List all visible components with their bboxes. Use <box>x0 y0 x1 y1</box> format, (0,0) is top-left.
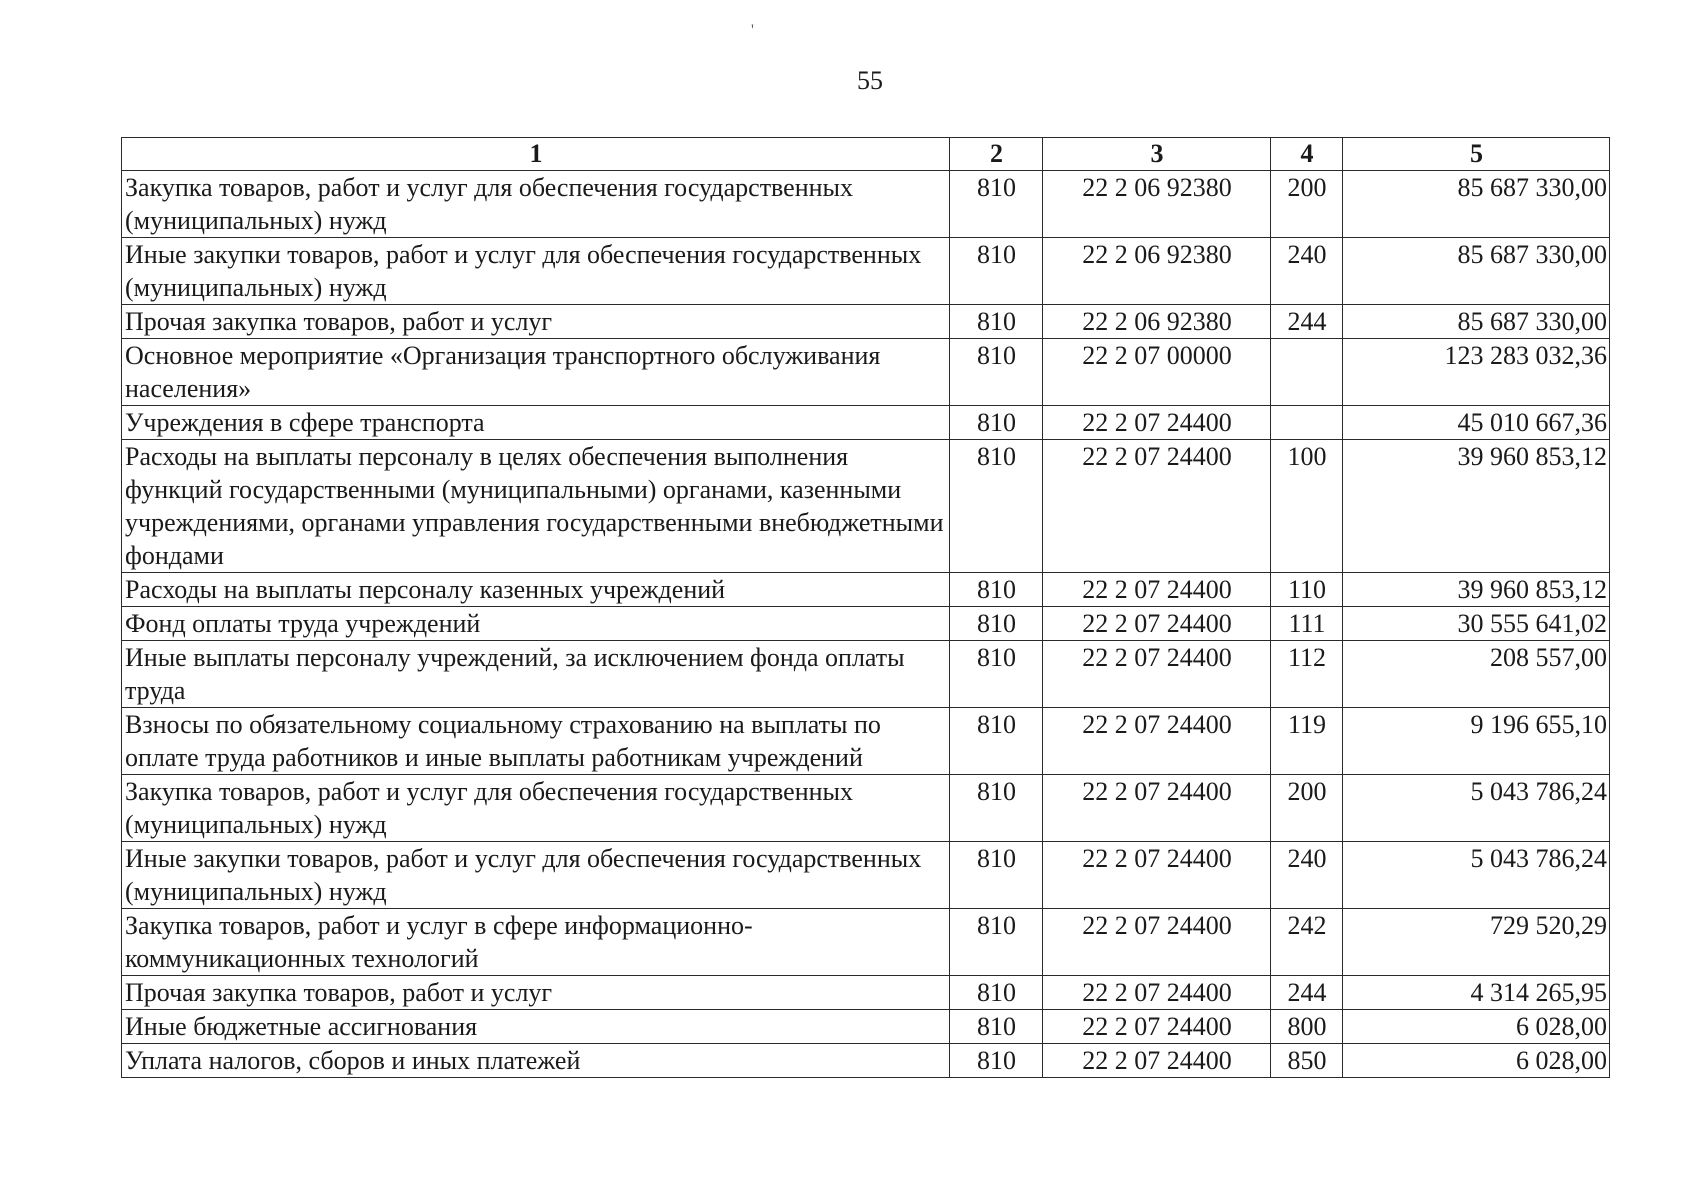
table-row <box>122 440 1610 573</box>
cell-name: Учреждения в сфере транспорта <box>122 406 950 440</box>
cell-expense-code: 242 <box>1271 909 1343 976</box>
cell-target-code: 22 2 06 92380 <box>1043 238 1271 305</box>
budget-table <box>121 137 1610 1078</box>
cell-name: Закупка товаров, работ и услуг для обеспечения государственных (муниципальных) нужд <box>122 171 950 238</box>
cell-expense-code: 100 <box>1271 440 1343 573</box>
cell-ministry-code: 810 <box>950 339 1043 406</box>
cell-amount: 4 314 265,95 <box>1343 976 1610 1010</box>
cell-name: Фонд оплаты труда учреждений <box>122 607 950 641</box>
cell-amount: 45 010 667,36 <box>1343 406 1610 440</box>
header-col-4: 4 <box>1271 138 1343 171</box>
cell-target-code: 22 2 07 24400 <box>1043 708 1271 775</box>
table-row <box>122 238 1610 305</box>
table-header-row <box>122 138 1610 171</box>
cell-target-code: 22 2 07 24400 <box>1043 573 1271 607</box>
cell-expense-code: 119 <box>1271 708 1343 775</box>
cell-name: Прочая закупка товаров, работ и услуг <box>122 305 950 339</box>
table-row <box>122 1010 1610 1044</box>
cell-ministry-code: 810 <box>950 641 1043 708</box>
cell-expense-code <box>1271 339 1343 406</box>
cell-name: Уплата налогов, сборов и иных платежей <box>122 1044 950 1078</box>
page-number: 55 <box>857 66 883 95</box>
cell-name: Иные бюджетные ассигнования <box>122 1010 950 1044</box>
cell-amount: 85 687 330,00 <box>1343 238 1610 305</box>
table-row <box>122 339 1610 406</box>
table-body <box>122 171 1610 1078</box>
cell-amount: 6 028,00 <box>1343 1044 1610 1078</box>
cell-target-code: 22 2 07 24400 <box>1043 909 1271 976</box>
cell-amount: 85 687 330,00 <box>1343 171 1610 238</box>
cell-name: Иные закупки товаров, работ и услуг для обеспечения государственных (муниципальных) нужд <box>122 238 950 305</box>
cell-expense-code: 112 <box>1271 641 1343 708</box>
cell-name: Расходы на выплаты персоналу в целях обеспечения выполнения функций государственными (муниципальными) органами, казенными учреждениями, органами управления государственными внебюджетными фондами <box>122 440 950 573</box>
cell-ministry-code: 810 <box>950 305 1043 339</box>
cell-amount: 85 687 330,00 <box>1343 305 1610 339</box>
cell-name: Иные закупки товаров, работ и услуг для обеспечения государственных (муниципальных) нужд <box>122 842 950 909</box>
cell-target-code: 22 2 07 24400 <box>1043 607 1271 641</box>
cell-amount: 5 043 786,24 <box>1343 775 1610 842</box>
cell-ministry-code: 810 <box>950 573 1043 607</box>
cell-expense-code: 244 <box>1271 976 1343 1010</box>
cell-ministry-code: 810 <box>950 976 1043 1010</box>
cell-expense-code: 240 <box>1271 842 1343 909</box>
cell-ministry-code: 810 <box>950 406 1043 440</box>
cell-ministry-code: 810 <box>950 607 1043 641</box>
cell-name: Основное мероприятие «Организация транспортного обслуживания населения» <box>122 339 950 406</box>
cell-amount: 39 960 853,12 <box>1343 440 1610 573</box>
cell-target-code: 22 2 07 24400 <box>1043 1044 1271 1078</box>
cell-amount: 6 028,00 <box>1343 1010 1610 1044</box>
cell-expense-code: 850 <box>1271 1044 1343 1078</box>
table-row <box>122 1044 1610 1078</box>
cell-name: Иные выплаты персоналу учреждений, за исключением фонда оплаты труда <box>122 641 950 708</box>
cell-amount: 39 960 853,12 <box>1343 573 1610 607</box>
cell-target-code: 22 2 07 24400 <box>1043 641 1271 708</box>
cell-target-code: 22 2 07 24400 <box>1043 1010 1271 1044</box>
header-col-3: 3 <box>1043 138 1271 171</box>
cell-target-code: 22 2 07 24400 <box>1043 976 1271 1010</box>
cell-expense-code: 800 <box>1271 1010 1343 1044</box>
cell-target-code: 22 2 07 24400 <box>1043 842 1271 909</box>
stray-mark: ' <box>751 22 754 39</box>
cell-name: Закупка товаров, работ и услуг в сфере информационно-коммуникационных технологий <box>122 909 950 976</box>
cell-ministry-code: 810 <box>950 171 1043 238</box>
table-row <box>122 171 1610 238</box>
cell-name: Взносы по обязательному социальному страхованию на выплаты по оплате труда работников и иные выплаты работникам учреждений <box>122 708 950 775</box>
cell-target-code: 22 2 07 24400 <box>1043 440 1271 573</box>
cell-expense-code: 111 <box>1271 607 1343 641</box>
cell-amount: 123 283 032,36 <box>1343 339 1610 406</box>
header-col-1: 1 <box>122 138 950 171</box>
table-row <box>122 976 1610 1010</box>
table-row <box>122 573 1610 607</box>
cell-expense-code: 110 <box>1271 573 1343 607</box>
cell-amount: 5 043 786,24 <box>1343 842 1610 909</box>
cell-name: Прочая закупка товаров, работ и услуг <box>122 976 950 1010</box>
cell-amount: 729 520,29 <box>1343 909 1610 976</box>
cell-expense-code: 240 <box>1271 238 1343 305</box>
header-col-2: 2 <box>950 138 1043 171</box>
cell-target-code: 22 2 06 92380 <box>1043 305 1271 339</box>
cell-amount: 208 557,00 <box>1343 641 1610 708</box>
cell-expense-code: 200 <box>1271 775 1343 842</box>
cell-ministry-code: 810 <box>950 440 1043 573</box>
cell-amount: 9 196 655,10 <box>1343 708 1610 775</box>
cell-expense-code: 244 <box>1271 305 1343 339</box>
cell-target-code: 22 2 06 92380 <box>1043 171 1271 238</box>
cell-target-code: 22 2 07 00000 <box>1043 339 1271 406</box>
cell-name: Расходы на выплаты персоналу казенных учреждений <box>122 573 950 607</box>
cell-ministry-code: 810 <box>950 1044 1043 1078</box>
cell-ministry-code: 810 <box>950 775 1043 842</box>
cell-ministry-code: 810 <box>950 909 1043 976</box>
cell-expense-code <box>1271 406 1343 440</box>
cell-target-code: 22 2 07 24400 <box>1043 775 1271 842</box>
cell-name: Закупка товаров, работ и услуг для обеспечения государственных (муниципальных) нужд <box>122 775 950 842</box>
table-row <box>122 909 1610 976</box>
table-row <box>122 406 1610 440</box>
cell-target-code: 22 2 07 24400 <box>1043 406 1271 440</box>
cell-ministry-code: 810 <box>950 238 1043 305</box>
table-row <box>122 708 1610 775</box>
table-row <box>122 775 1610 842</box>
table-row <box>122 842 1610 909</box>
table-row <box>122 607 1610 641</box>
cell-ministry-code: 810 <box>950 708 1043 775</box>
cell-ministry-code: 810 <box>950 1010 1043 1044</box>
table-row <box>122 641 1610 708</box>
cell-amount: 30 555 641,02 <box>1343 607 1610 641</box>
header-col-5: 5 <box>1343 138 1610 171</box>
table-row <box>122 305 1610 339</box>
cell-ministry-code: 810 <box>950 842 1043 909</box>
cell-expense-code: 200 <box>1271 171 1343 238</box>
